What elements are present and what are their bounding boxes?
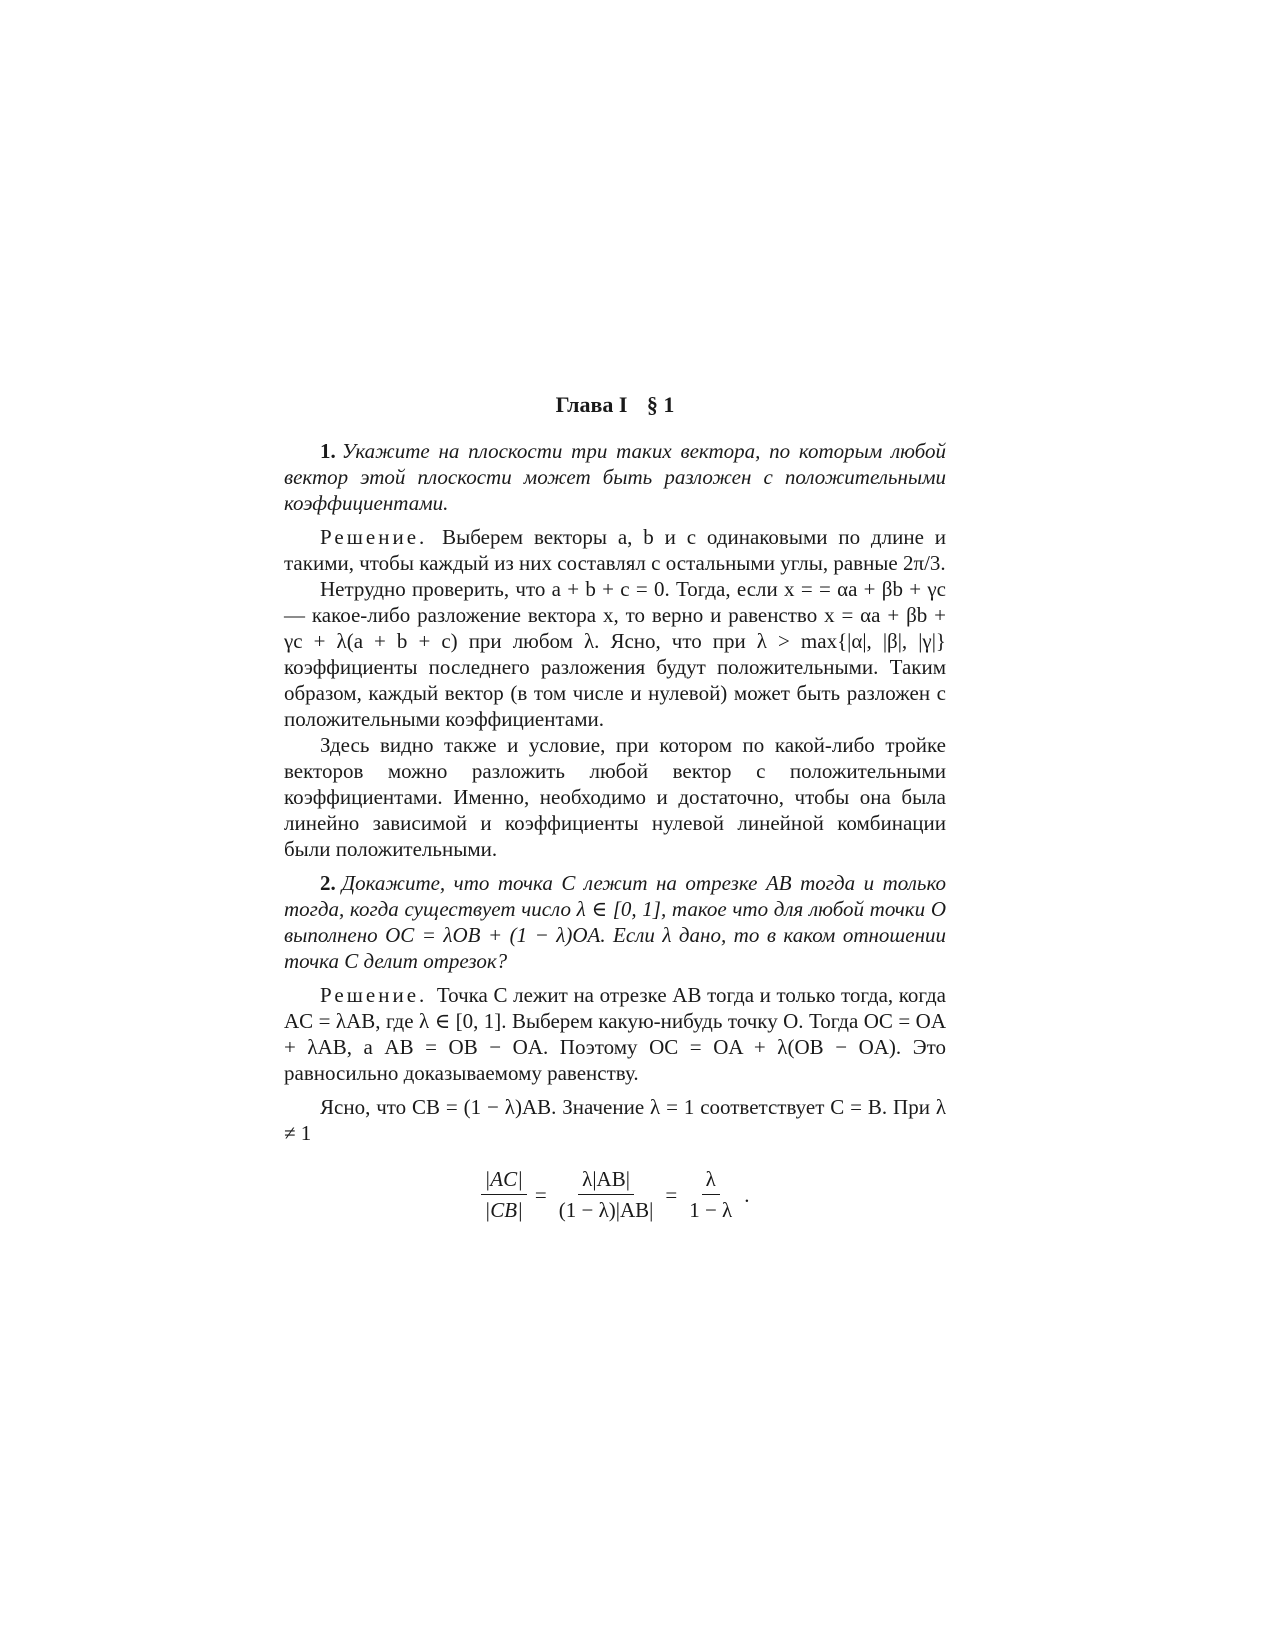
fraction-1-numerator: |AC| xyxy=(481,1166,527,1195)
solution-2-text-2: Ясно, что CB = (1 − λ)AB. Значение λ = 1 соответствует C = B. При λ ≠ 1 xyxy=(284,1095,946,1145)
fraction-ac-cb xyxy=(481,1166,527,1223)
equals-sign-1: = xyxy=(534,1182,547,1207)
fraction-2-denominator: (1 − λ)|AB| xyxy=(558,1198,654,1222)
formula-period: . xyxy=(744,1182,750,1207)
page-title xyxy=(284,392,946,418)
equals-sign-2: = xyxy=(665,1182,678,1207)
problem-1-number: 1. xyxy=(320,439,336,463)
solution-1-paragraph-2 xyxy=(284,576,946,732)
solution-2-paragraph-2 xyxy=(284,1094,946,1146)
problem-1 xyxy=(284,438,946,516)
solution-1-text-1: Выберем векторы a, b и c одинаковыми по длине и такими, чтобы каждый из них составлял с остальными углы, равные 2π/3. xyxy=(284,525,946,575)
fraction-3-numerator: λ xyxy=(702,1166,720,1195)
solution-1-label: Решение. xyxy=(320,525,428,549)
solution-1-paragraph-3 xyxy=(284,732,946,862)
problem-1-statement: Укажите на плоскости три таких вектора, по которым любой вектор этой плоскости может быть разложен с положительными коэффициентами. xyxy=(284,439,946,515)
solution-1-text-2: Нетрудно проверить, что a + b + c = 0. Тогда, если x = = αa + βb + γc — какое-либо разложение вектора x, то верно и равенство x = αa + βb + γc + λ(a + b + c) при любом λ. Ясно, что при λ > max{|α|, |β|, |γ|} коэффициенты последнего разложения будут положительными. Таким образом, каждый вектор (в том числе и нулевой) может быть разложен с положительными коэффициентами. xyxy=(284,577,946,731)
solution-1-paragraph-1 xyxy=(284,524,946,576)
fraction-1-denominator: |CB| xyxy=(484,1198,523,1222)
fraction-lambda-ab xyxy=(555,1166,658,1223)
fraction-3-denominator: 1 − λ xyxy=(689,1198,733,1222)
solution-2-paragraph-1 xyxy=(284,982,946,1086)
solution-2-text-1: Точка C лежит на отрезке AB тогда и только тогда, когда AC = λAB, где λ ∈ [0, 1]. Выберем какую-нибудь точку O. Тогда OC = OA + λAB, а AB = OB − OA. Поэтому OC = OA + λ(OB − OA). Это равносильно доказываемому равенству. xyxy=(284,983,946,1085)
problem-2 xyxy=(284,870,946,974)
ratio-formula xyxy=(284,1166,946,1223)
problem-2-statement: Докажите, что точка C лежит на отрезке AB тогда и только тогда, когда существует число λ ∈ [0, 1], такое что для любой точки O выполнено OC = λOB + (1 − λ)OA. Если λ дано, то в каком отношении точка C делит отрезок? xyxy=(284,871,946,973)
chapter-label: Глава I xyxy=(555,392,628,417)
problem-2-number: 2. xyxy=(320,871,336,895)
fraction-2-numerator: λ|AB| xyxy=(578,1166,634,1195)
section-label: § 1 xyxy=(646,392,675,417)
solution-2-label: Решение. xyxy=(320,983,428,1007)
document-page xyxy=(284,392,946,1223)
solution-1-text-3: Здесь видно также и условие, при котором по какой-либо тройке векторов можно разложить любой вектор с положительными коэффициентами. Именно, необходимо и достаточно, чтобы она была линейно зависимой и коэффициенты нулевой линейной комбинации были положительными. xyxy=(284,733,946,861)
fraction-lambda xyxy=(685,1166,736,1223)
